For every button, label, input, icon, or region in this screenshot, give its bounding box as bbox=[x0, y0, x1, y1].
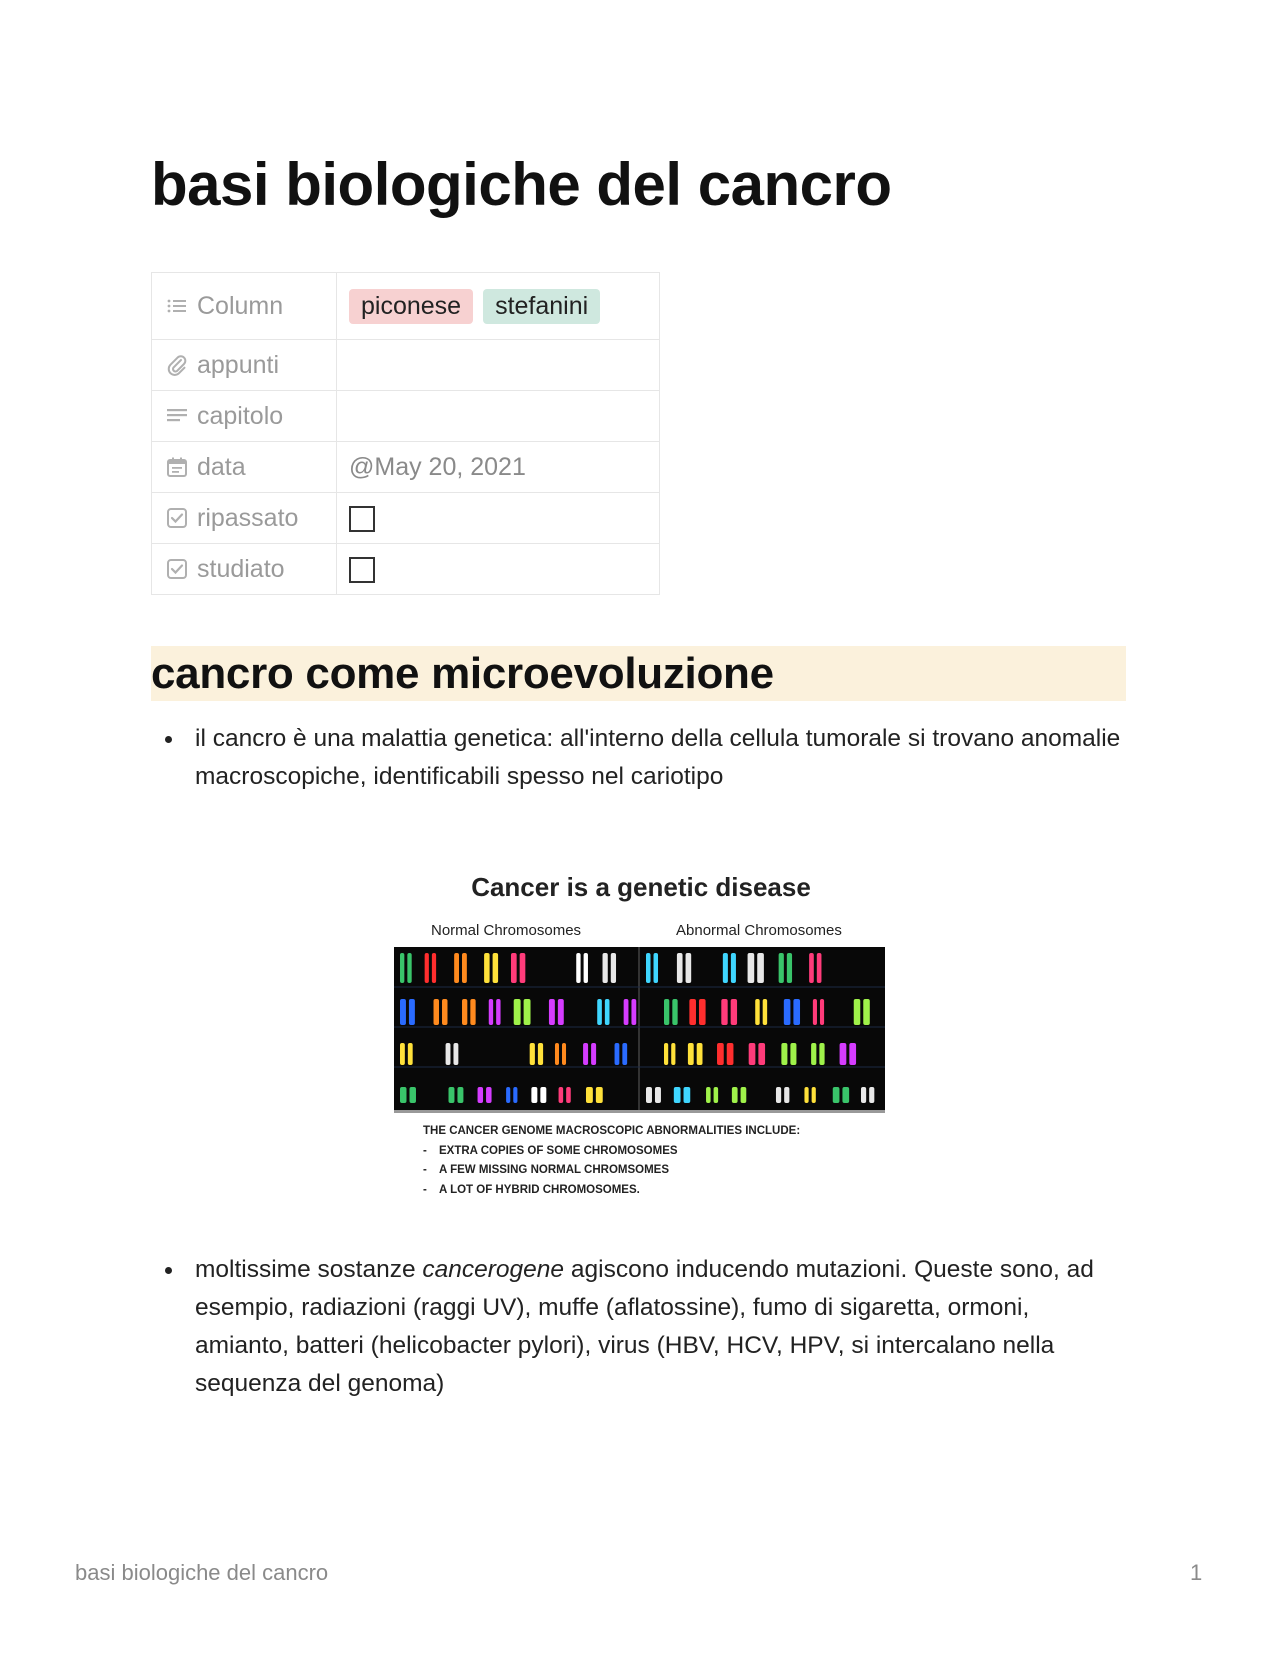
chromosome-pair bbox=[677, 953, 691, 983]
chromosome-pair bbox=[721, 999, 737, 1025]
chromosome-pair bbox=[784, 999, 800, 1025]
property-row-data bbox=[152, 442, 660, 493]
chromosome-pair bbox=[688, 1043, 703, 1065]
chromosome-pair bbox=[813, 999, 824, 1025]
chromosome-pair bbox=[861, 1087, 874, 1103]
chromosome-pair bbox=[664, 999, 678, 1025]
section-heading: cancro come microevoluzione bbox=[151, 646, 1126, 701]
chromosome-pair bbox=[646, 1087, 661, 1103]
chromosome-pair bbox=[776, 1087, 789, 1103]
text-lines-icon bbox=[166, 405, 188, 427]
caption-title: THE CANCER GENOME MACROSCOPIC ABNORMALITIES INCLUDE: bbox=[423, 1125, 801, 1137]
property-label-data: data bbox=[197, 452, 246, 481]
chromosome-pair bbox=[446, 1043, 459, 1065]
chromosome-pair bbox=[624, 999, 637, 1025]
chromosome-pair bbox=[531, 1087, 546, 1103]
chromosome-pair bbox=[674, 1087, 690, 1103]
property-key[interactable] bbox=[152, 340, 337, 391]
chromosome-pair bbox=[749, 1043, 765, 1065]
chromosome-pair bbox=[448, 1087, 463, 1103]
property-label-ripassato: ripassato bbox=[197, 503, 299, 532]
property-label-column: Column bbox=[197, 291, 284, 320]
chromosome-pair bbox=[530, 1043, 543, 1065]
property-value-capitolo[interactable] bbox=[337, 391, 660, 442]
chromosome-pair bbox=[549, 999, 564, 1025]
chromosome-pair bbox=[454, 953, 467, 983]
chromosome-pair bbox=[646, 953, 658, 983]
property-value-data[interactable]: @May 20, 2021 bbox=[337, 442, 660, 493]
ripassato-checkbox[interactable] bbox=[349, 506, 375, 532]
list-item bbox=[165, 720, 1125, 796]
caption-item: - EXTRA COPIES OF SOME CHROMOSOMES bbox=[423, 1144, 678, 1157]
chromosome-pair bbox=[717, 1043, 733, 1065]
page-title: basi biologiche del cancro bbox=[151, 151, 892, 218]
chromosome-pair bbox=[603, 953, 617, 983]
checkbox-property-icon bbox=[166, 507, 188, 529]
karyotype-image bbox=[394, 947, 885, 1113]
chromosome-pair bbox=[400, 1087, 416, 1103]
property-value-appunti[interactable] bbox=[337, 340, 660, 391]
calendar-icon bbox=[166, 456, 188, 478]
karyotype-figure bbox=[391, 866, 891, 1206]
chromosome-pair bbox=[400, 953, 412, 983]
chromosome-pair bbox=[811, 1043, 824, 1065]
chromosome-pair bbox=[689, 999, 705, 1025]
chromosome-pair bbox=[506, 1087, 517, 1103]
tag-stefanini[interactable]: stefanini bbox=[483, 289, 600, 324]
chromosome-pair bbox=[576, 953, 588, 983]
chromosome-pair bbox=[781, 1043, 796, 1065]
chromosome-pair bbox=[586, 1087, 603, 1103]
chromosome-pair bbox=[804, 1087, 815, 1103]
chromosome-pair bbox=[833, 1087, 849, 1103]
figure-label-abnormal: Abnormal Chromosomes bbox=[676, 922, 842, 939]
property-label-studiato: studiato bbox=[197, 554, 285, 583]
property-key[interactable] bbox=[152, 391, 337, 442]
list-icon bbox=[166, 295, 188, 317]
caption-item: - A FEW MISSING NORMAL CHROMSOMES bbox=[423, 1164, 669, 1176]
chromosome-pair bbox=[840, 1043, 856, 1065]
property-key[interactable] bbox=[152, 442, 337, 493]
property-key[interactable] bbox=[152, 544, 337, 595]
footer-doc-title: basi biologiche del cancro bbox=[75, 1560, 329, 1585]
chromosome-pair bbox=[597, 999, 609, 1025]
property-row-studiato bbox=[152, 544, 660, 595]
chromosome-pair bbox=[555, 1043, 566, 1065]
list-item-text: il cancro è una malattia genetica: all'interno della cellula tumorale si trovano anomalie macroscopiche, identificabili spesso nel cariotipo bbox=[195, 725, 1121, 790]
properties-table bbox=[151, 272, 660, 595]
chromosome-pair bbox=[583, 1043, 596, 1065]
figure-caption bbox=[423, 1122, 800, 1200]
chromosome-pair bbox=[511, 953, 525, 983]
studiato-checkbox[interactable] bbox=[349, 557, 375, 583]
chromosome-pair bbox=[732, 1087, 746, 1103]
property-value-column[interactable] bbox=[337, 273, 660, 340]
property-key[interactable] bbox=[152, 273, 337, 340]
chromosome-pair bbox=[434, 999, 448, 1025]
property-value-ripassato bbox=[337, 493, 660, 544]
property-label-capitolo: capitolo bbox=[197, 401, 284, 430]
figure-label-normal: Normal Chromosomes bbox=[431, 922, 582, 939]
chromosome-pair bbox=[664, 1043, 675, 1065]
property-label-appunti: appunti bbox=[197, 350, 280, 379]
chromosome-pair bbox=[400, 1043, 413, 1065]
chromosome-pair bbox=[723, 953, 736, 983]
bullet-dot bbox=[165, 736, 172, 743]
chromosome-pair bbox=[400, 999, 415, 1025]
caption-item: - A LOT OF HYBRID CHROMOSOMES. bbox=[423, 1183, 640, 1196]
chromosome-pair bbox=[425, 953, 436, 983]
list-item-text: moltissime sostanze cancerogene agiscono inducendo mutazioni. Queste sono, ad esempio, radiazioni (raggi UV), muffe (aflatossine), fumo di sigaretta, ormoni, amianto, batteri (helicobacter pylori), virus (HBV, HCV, HPV, si intercalano nella sequenza del genoma) bbox=[195, 1256, 1094, 1397]
tag-piconese[interactable]: piconese bbox=[349, 289, 473, 324]
chromosome-pair bbox=[514, 999, 531, 1025]
chromosome-pair bbox=[615, 1043, 628, 1065]
chromosome-pair bbox=[462, 999, 476, 1025]
property-row-column bbox=[152, 273, 660, 340]
chromosome-pair bbox=[809, 953, 821, 983]
chromosome-pair bbox=[779, 953, 792, 983]
chromosome-pair bbox=[489, 999, 501, 1025]
list-item bbox=[165, 1251, 1125, 1403]
chromosome-pair bbox=[755, 999, 767, 1025]
chromosome-pair bbox=[478, 1087, 492, 1103]
chromosome-pair bbox=[484, 953, 498, 983]
figure-title: Cancer is a genetic disease bbox=[471, 872, 811, 902]
chromosome-pair bbox=[748, 953, 764, 983]
property-row-capitolo bbox=[152, 391, 660, 442]
emphasis: cancerogene bbox=[422, 1256, 565, 1283]
paperclip-icon bbox=[166, 354, 188, 376]
property-row-appunti bbox=[152, 340, 660, 391]
chromosome-pair bbox=[854, 999, 870, 1025]
bullet-dot bbox=[165, 1267, 172, 1274]
property-row-ripassato bbox=[152, 493, 660, 544]
chromosome-pair bbox=[559, 1087, 571, 1103]
chromosome-pair bbox=[706, 1087, 718, 1103]
footer-page-number: 1 bbox=[1190, 1560, 1203, 1585]
checkbox-property-icon bbox=[166, 558, 188, 580]
property-key[interactable] bbox=[152, 493, 337, 544]
property-value-studiato bbox=[337, 544, 660, 595]
